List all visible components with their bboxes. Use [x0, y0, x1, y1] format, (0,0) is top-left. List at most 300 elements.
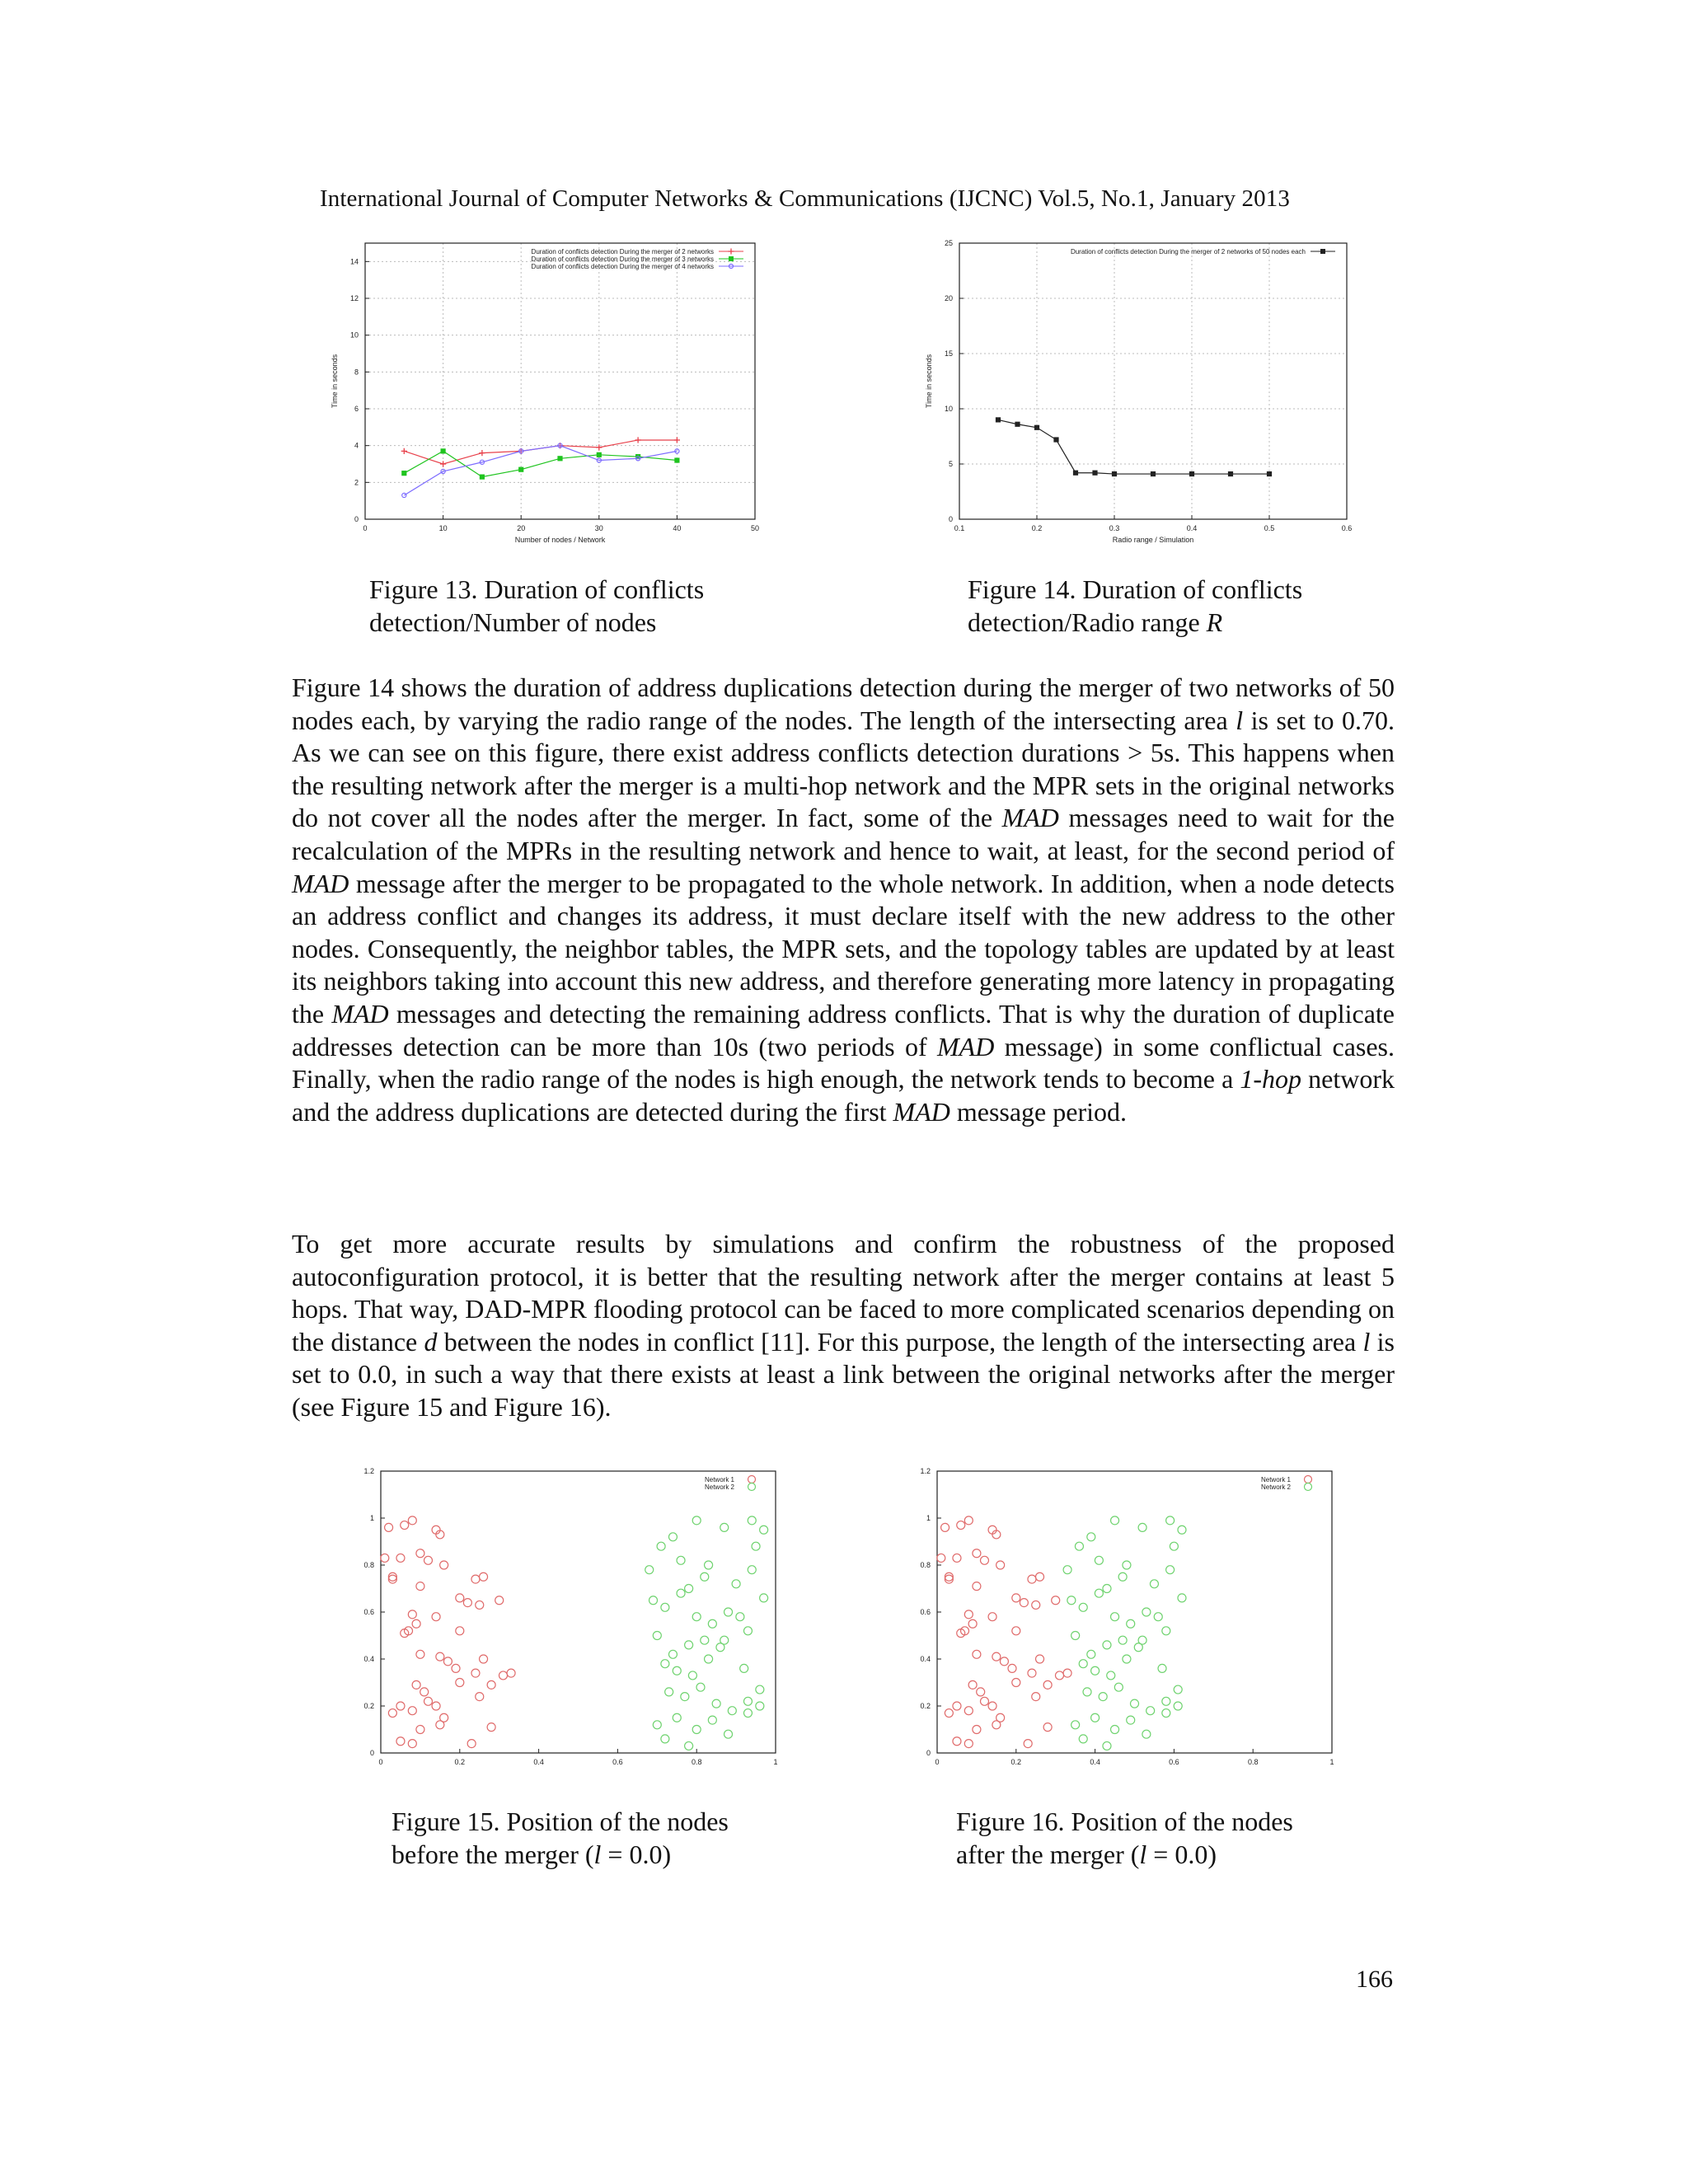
node-point [487, 1680, 495, 1689]
node-point [1075, 1542, 1083, 1550]
page-number: 166 [1356, 1966, 1393, 1993]
node-point [1142, 1730, 1151, 1738]
node-point [1103, 1741, 1111, 1750]
node-point [416, 1549, 424, 1558]
y-tick-label: 1 [926, 1514, 931, 1522]
node-point [495, 1596, 504, 1605]
node-point [1118, 1636, 1127, 1644]
node-point [1138, 1636, 1146, 1644]
node-point [953, 1702, 961, 1710]
node-point [736, 1613, 744, 1621]
node-point [973, 1726, 981, 1734]
node-point [463, 1599, 471, 1607]
figure-16 [907, 1459, 1343, 1768]
node-point [396, 1737, 405, 1746]
caption-text: before the merger ( [392, 1840, 594, 1869]
node-point [1052, 1596, 1060, 1605]
figure-15-caption [392, 1805, 729, 1871]
node-point [381, 1554, 389, 1562]
node-point [396, 1702, 405, 1710]
paragraph-2 [292, 1228, 1395, 1424]
node-point [452, 1664, 460, 1672]
legend-marker [729, 249, 734, 255]
figure-14-caption [968, 573, 1302, 639]
node-point [1012, 1594, 1020, 1602]
y-tick-label: 10 [944, 405, 953, 413]
node-point [701, 1572, 709, 1581]
node-point [1170, 1542, 1178, 1550]
node-point [1158, 1664, 1166, 1672]
y-tick-label: 1.2 [920, 1467, 931, 1475]
node-point [1012, 1679, 1020, 1687]
x-axis-label: Radio range / Simulation [1112, 536, 1194, 544]
node-point [677, 1589, 685, 1597]
node-point [1071, 1721, 1080, 1729]
y-tick-label: 6 [354, 405, 359, 413]
node-point [705, 1561, 713, 1569]
node-point [692, 1613, 701, 1621]
x-tick-label: 0.4 [1186, 524, 1198, 532]
x-tick-label: 0.2 [1010, 1758, 1022, 1766]
paragraph-italic-term: 1-hop [1240, 1064, 1302, 1094]
node-point [476, 1601, 484, 1609]
x-tick-label: 0.3 [1109, 524, 1120, 532]
legend-label: Duration of conflicts detection During the merger of 2 networks [531, 248, 714, 255]
x-tick-label: 0 [363, 524, 368, 532]
node-point [1028, 1669, 1036, 1677]
legend-label: Duration of conflicts detection During the merger of 3 networks [531, 255, 714, 263]
node-point [1043, 1680, 1052, 1689]
node-point [480, 1655, 488, 1663]
node-point [432, 1613, 440, 1621]
node-point [740, 1664, 748, 1672]
paragraph-text-run: messages need to wait for the recalculation of the MPRs in the resulting network and hence to wait, at least, for the second period of [292, 803, 1395, 865]
node-point [973, 1650, 981, 1658]
node-point [696, 1683, 705, 1691]
y-axis-label: Time in seconds [925, 354, 933, 409]
x-tick-label: 0.8 [1247, 1758, 1259, 1766]
y-tick-label: 14 [349, 257, 359, 266]
x-tick-label: 20 [517, 524, 526, 532]
data-point [1189, 471, 1193, 476]
node-point [720, 1636, 729, 1644]
y-tick-label: 2 [354, 478, 359, 487]
node-point [964, 1610, 973, 1619]
y-tick-label: 15 [944, 349, 953, 358]
legend-marker [1321, 250, 1325, 254]
data-point [1015, 422, 1020, 426]
node-point [1131, 1699, 1139, 1708]
node-point [1024, 1740, 1032, 1748]
paragraph-italic-term: l [1236, 705, 1244, 735]
node-point [1099, 1693, 1107, 1701]
node-point [420, 1688, 429, 1696]
node-point [728, 1707, 736, 1715]
node-point [476, 1693, 484, 1701]
node-point [1142, 1608, 1151, 1616]
node-point [416, 1726, 424, 1734]
x-tick-label: 0.4 [533, 1758, 544, 1766]
node-point [1178, 1594, 1186, 1602]
x-tick-label: 0 [378, 1758, 383, 1766]
x-tick-label: 0.6 [612, 1758, 623, 1766]
data-point [1054, 438, 1058, 442]
x-tick-label: 1 [1329, 1758, 1334, 1766]
figure-16-caption-line2 [956, 1838, 1293, 1871]
legend-marker [748, 1476, 756, 1483]
node-point [1087, 1533, 1095, 1541]
node-point [677, 1556, 685, 1564]
legend-label: Duration of conflicts detection During the merger of 4 networks [531, 263, 714, 270]
node-point [467, 1740, 476, 1748]
node-point [953, 1554, 961, 1562]
node-point [685, 1641, 693, 1649]
node-point [743, 1709, 752, 1718]
figure-16-caption [956, 1805, 1293, 1871]
node-point [416, 1650, 424, 1658]
node-point [507, 1669, 515, 1677]
node-point [980, 1697, 988, 1705]
node-point [1063, 1669, 1071, 1677]
x-tick-label: 1 [773, 1758, 778, 1766]
y-tick-label: 0.6 [363, 1608, 374, 1616]
node-point [1154, 1613, 1162, 1621]
caption-variable: l [1139, 1840, 1147, 1869]
node-point [1079, 1603, 1087, 1611]
node-point [1079, 1660, 1087, 1668]
node-point [1020, 1599, 1028, 1607]
node-point [653, 1721, 661, 1729]
node-point [412, 1680, 420, 1689]
node-point [673, 1666, 681, 1675]
legend-marker [729, 257, 734, 261]
data-point [441, 449, 445, 453]
paragraph-italic-term: MAD [937, 1031, 995, 1062]
node-point [1091, 1666, 1100, 1675]
y-tick-label: 0.6 [920, 1608, 931, 1616]
x-tick-label: 0.4 [1090, 1758, 1100, 1766]
y-tick-label: 0 [369, 1749, 374, 1757]
paragraph-italic-term: d [424, 1326, 438, 1357]
y-tick-label: 1.2 [363, 1467, 374, 1475]
x-tick-label: 0.2 [1031, 524, 1043, 532]
data-point [1267, 471, 1271, 476]
node-point [681, 1693, 689, 1701]
paragraph-text-run: is set to 0.70. As we can see on this figure, there exist address conflicts detection durations > 5s. This happens when the resulting network after the merger is a multi-hop network and the MPR sets in the original networks do not cover all the nodes after the merger. In fact, some of the [292, 705, 1395, 833]
paragraph-text-run: message) in some conflictual cases. Finally, when the radio range of the nodes is high enough, the network tends to become a [292, 1031, 1395, 1094]
data-point [635, 437, 641, 443]
data-point [402, 471, 406, 476]
node-point [937, 1554, 945, 1562]
node-point [973, 1582, 981, 1591]
node-point [748, 1566, 756, 1574]
node-point [957, 1521, 965, 1530]
legend-marker [748, 1483, 756, 1491]
data-point [402, 493, 406, 497]
y-tick-label: 0.8 [920, 1561, 931, 1569]
node-point [1166, 1566, 1175, 1574]
plot-frame [937, 1471, 1332, 1753]
x-tick-label: 0.1 [954, 524, 965, 532]
figure-15-chart [350, 1459, 787, 1768]
node-point [1055, 1671, 1063, 1680]
caption-variable: l [593, 1840, 602, 1869]
data-point [597, 452, 601, 457]
node-point [968, 1680, 977, 1689]
y-tick-label: 1 [369, 1514, 374, 1522]
node-point [1111, 1726, 1119, 1734]
caption-variable: R [1206, 607, 1223, 637]
node-point [440, 1561, 448, 1569]
node-point [760, 1526, 768, 1534]
node-point [685, 1741, 693, 1750]
node-point [964, 1516, 973, 1525]
data-point [519, 467, 523, 471]
node-point [1146, 1707, 1155, 1715]
node-point [743, 1697, 752, 1705]
node-point [487, 1723, 495, 1732]
y-tick-label: 0.2 [363, 1702, 374, 1710]
node-point [964, 1707, 973, 1715]
node-point [1095, 1556, 1103, 1564]
node-point [1095, 1589, 1103, 1597]
node-point [1162, 1709, 1170, 1718]
node-point [1162, 1697, 1170, 1705]
node-point [988, 1702, 996, 1710]
node-point [456, 1679, 464, 1687]
node-point [732, 1580, 740, 1588]
node-point [748, 1516, 756, 1525]
data-point [675, 458, 679, 462]
y-tick-label: 10 [349, 330, 359, 340]
node-point [424, 1556, 432, 1564]
node-point [996, 1713, 1005, 1722]
y-tick-label: 0.8 [363, 1561, 374, 1569]
node-point [1123, 1655, 1131, 1663]
caption-text: = 0.0) [1146, 1840, 1217, 1869]
y-tick-label: 8 [354, 368, 359, 377]
x-tick-label: 0.8 [691, 1758, 702, 1766]
paragraph-italic-term: MAD [893, 1096, 950, 1127]
legend-marker [1305, 1476, 1312, 1483]
y-tick-label: 25 [944, 239, 953, 247]
node-point [668, 1650, 677, 1658]
plot-frame [365, 243, 755, 519]
legend-label: Duration of conflicts detection During the merger of 2 networks of 50 nodes each [1070, 248, 1306, 255]
node-point [1123, 1561, 1131, 1569]
node-point [443, 1657, 452, 1666]
paragraph-1 [292, 672, 1395, 1128]
paragraph-text-run: between the nodes in conflict [11]. For this purpose, the length of the intersecting area [437, 1326, 1363, 1357]
data-point [1228, 471, 1232, 476]
node-point [756, 1685, 764, 1694]
data-point [1151, 471, 1155, 476]
figure-13-caption [369, 573, 704, 639]
figure-16-chart [907, 1459, 1343, 1768]
node-point [1178, 1526, 1186, 1534]
node-point [401, 1521, 409, 1530]
x-tick-label: 0.2 [454, 1758, 466, 1766]
node-point [988, 1613, 996, 1621]
node-point [720, 1523, 729, 1531]
node-point [1127, 1716, 1135, 1724]
node-point [1166, 1516, 1175, 1525]
caption-text: detection/Radio range [968, 607, 1207, 637]
figure-14 [917, 235, 1362, 552]
node-point [649, 1596, 658, 1605]
node-point [673, 1713, 681, 1722]
paragraph-italic-term: MAD [1001, 803, 1059, 833]
node-point [668, 1533, 677, 1541]
node-point [945, 1709, 953, 1718]
figure-16-caption-line1: Figure 16. Position of the nodes [956, 1807, 1293, 1836]
journal-header: International Journal of Computer Networks & Communications (IJCNC) Vol.5, No.1, January 2013 [320, 185, 1290, 212]
y-tick-label: 0 [926, 1749, 931, 1757]
y-tick-label: 4 [354, 441, 359, 450]
legend-label: Network 1 [1260, 1476, 1291, 1483]
plot-frame [959, 243, 1347, 519]
node-point [1043, 1723, 1052, 1732]
x-tick-label: 0.5 [1264, 524, 1275, 532]
x-tick-label: 40 [673, 524, 682, 532]
node-point [1162, 1627, 1170, 1635]
node-point [968, 1619, 977, 1628]
data-point [480, 475, 484, 479]
node-point [424, 1697, 432, 1705]
node-point [396, 1554, 405, 1562]
node-point [992, 1652, 1001, 1661]
paragraph-text-run: is set to 0.0, in such a way that there exists at least a link between the original networks after the merger (see Figure 15 and Figure 16). [292, 1326, 1395, 1422]
node-point [456, 1627, 464, 1635]
node-point [1111, 1516, 1119, 1525]
node-point [412, 1619, 420, 1628]
data-point [674, 437, 680, 443]
y-tick-label: 12 [349, 294, 359, 302]
node-point [1032, 1601, 1040, 1609]
legend-label: Network 2 [704, 1483, 734, 1491]
data-point [1093, 471, 1097, 475]
node-point [1138, 1523, 1146, 1531]
x-tick-label: 50 [750, 524, 760, 532]
node-point [964, 1740, 973, 1748]
y-tick-label: 0 [354, 515, 359, 523]
node-point [973, 1549, 981, 1558]
node-point [701, 1636, 709, 1644]
figure-15 [350, 1459, 787, 1768]
paragraph-text-run: message after the merger to be propagated to the whole network. In addition, when a node detects an address conflict and changes its address, it must declare itself with the new address to the other nodes. Consequently, the neighbor tables, the MPR sets, and the topology tables are updated by at least its neighbors taking into account this new address, and therefore generating more latency in propagating the [292, 868, 1395, 1029]
node-point [1071, 1632, 1080, 1640]
paragraph-italic-term: MAD [292, 868, 349, 898]
node-point [1091, 1713, 1100, 1722]
node-point [408, 1610, 416, 1619]
node-point [408, 1516, 416, 1525]
caption-text: = 0.0) [601, 1840, 672, 1869]
x-axis-label: Number of nodes / Network [514, 536, 606, 544]
node-point [661, 1603, 669, 1611]
node-point [724, 1608, 733, 1616]
node-point [408, 1707, 416, 1715]
legend-label: Network 1 [704, 1476, 734, 1483]
paragraph-text-run: messages and detecting the remaining address conflicts. That is why the duration of duplicate addresses detection can be more than 10s (two periods of [292, 998, 1395, 1062]
data-point [1034, 425, 1039, 429]
figure-15-caption-line1: Figure 15. Position of the nodes [392, 1807, 729, 1836]
node-point [708, 1716, 716, 1724]
plot-frame [381, 1471, 776, 1753]
node-point [408, 1740, 416, 1748]
legend-label: Network 2 [1260, 1483, 1291, 1491]
node-point [1063, 1566, 1071, 1574]
node-point [661, 1735, 669, 1743]
node-point [1174, 1702, 1182, 1710]
x-tick-label: 0 [935, 1758, 940, 1766]
node-point [480, 1572, 488, 1581]
figure-13 [321, 235, 767, 552]
data-point [479, 450, 485, 456]
x-tick-label: 0.6 [1341, 524, 1353, 532]
paragraph-text-run: network and the address duplications are detected during the first [292, 1064, 1395, 1127]
node-point [471, 1575, 480, 1583]
y-tick-label: 0.2 [920, 1702, 931, 1710]
node-point [1107, 1671, 1115, 1680]
node-point [941, 1523, 950, 1531]
node-point [760, 1594, 768, 1602]
figure-13-caption-line1: Figure 13. Duration of conflicts [369, 574, 705, 604]
node-point [977, 1688, 985, 1696]
figure-14-caption-line1: Figure 14. Duration of conflicts [968, 574, 1303, 604]
node-point [712, 1699, 720, 1708]
figure-15-caption-line2 [392, 1838, 729, 1871]
paragraph-text-run: Figure 14 shows the duration of address duplications detection during the merger of two networks of 50 nodes each, by varying the radio range of the nodes. The length of the intersecting area [292, 673, 1395, 735]
node-point [1114, 1683, 1123, 1691]
x-tick-label: 10 [438, 524, 448, 532]
data-point [401, 448, 407, 454]
node-point [1067, 1596, 1076, 1605]
data-point [1073, 471, 1077, 475]
node-point [416, 1582, 424, 1591]
y-axis-label: Time in seconds [331, 354, 339, 409]
node-point [1111, 1613, 1119, 1621]
node-point [980, 1556, 988, 1564]
node-point [436, 1652, 444, 1661]
node-point [688, 1671, 696, 1680]
node-point [1032, 1693, 1040, 1701]
paragraph-italic-term: l [1362, 1326, 1371, 1357]
node-point [1083, 1688, 1091, 1696]
node-point [661, 1660, 669, 1668]
node-point [724, 1730, 733, 1738]
node-point [1103, 1585, 1111, 1593]
caption-text: after the merger ( [956, 1840, 1140, 1869]
figure-13-chart [321, 235, 767, 552]
node-point [1008, 1664, 1016, 1672]
node-point [692, 1516, 701, 1525]
paragraph-text-run: To get more accurate results by simulations and confirm the robustness of the proposed autoconfiguration protocol, it is better that the resulting network after the merger contains at least 5 hops. That way, DAD-MPR flooding protocol can be faced to more complicated scenarios depending on the distance [292, 1229, 1395, 1357]
node-point [440, 1713, 448, 1722]
node-point [1036, 1655, 1044, 1663]
node-point [756, 1702, 764, 1710]
node-point [1127, 1619, 1135, 1628]
node-point [743, 1627, 752, 1635]
node-point [1174, 1685, 1182, 1694]
node-point [685, 1585, 693, 1593]
data-point [558, 457, 562, 461]
paragraph-text-run: message period. [950, 1096, 1127, 1127]
figure-13-caption-line2: detection/Number of nodes [369, 607, 657, 637]
node-point [708, 1619, 716, 1628]
node-point [953, 1737, 961, 1746]
node-point [752, 1542, 760, 1550]
data-point [996, 418, 1000, 422]
